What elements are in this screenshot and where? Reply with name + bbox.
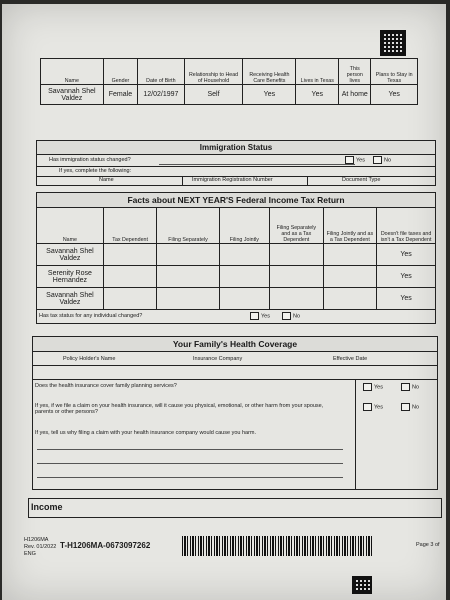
tax-header-name: Name bbox=[37, 208, 104, 244]
immigration-yes-label: Yes bbox=[356, 157, 365, 164]
divider bbox=[33, 379, 437, 380]
tax-row-value: Yes bbox=[377, 266, 436, 288]
health-q2-yes-label: Yes bbox=[374, 404, 383, 411]
tax-row-value: Yes bbox=[377, 288, 436, 310]
answer-line[interactable] bbox=[37, 463, 343, 464]
header-name: Name bbox=[41, 59, 104, 85]
qr-code-icon bbox=[382, 32, 404, 54]
divider bbox=[307, 176, 308, 185]
health-col-date: Effective Date bbox=[333, 356, 368, 362]
header-person-lives: This person lives bbox=[339, 59, 371, 85]
immigration-no-label: No bbox=[384, 157, 392, 164]
tax-header-dependent: Tax Dependent bbox=[103, 208, 157, 244]
tax-table bbox=[36, 207, 436, 310]
form-page bbox=[2, 4, 446, 600]
answer-line[interactable] bbox=[37, 449, 343, 450]
answer-line[interactable] bbox=[37, 477, 343, 478]
tax-no-label: No bbox=[293, 313, 301, 320]
tax-yes-option[interactable] bbox=[250, 312, 270, 320]
tax-yes-label: Yes bbox=[261, 313, 270, 320]
health-q2-no[interactable] bbox=[401, 403, 419, 411]
immigration-no-option[interactable] bbox=[373, 156, 391, 164]
footer-page: Page 3 of bbox=[416, 542, 440, 548]
health-q1-no-label: No bbox=[412, 384, 420, 391]
tax-header-separately-dependent: Filing Separately and as a Tax Dependent bbox=[270, 208, 324, 244]
tax-header-jointly: Filing Jointly bbox=[219, 208, 269, 244]
health-q2: If yes, if we file a claim on your health insurance, will it cause you physical, emotional, or other harm from your spouse, parents or other persons? bbox=[35, 403, 324, 415]
health-q3: If yes, tell us why filing a claim with your health insurance company would cause you harm. bbox=[35, 430, 257, 436]
header-stay-tx: Plans to Stay in Texas bbox=[371, 59, 418, 85]
immigration-section bbox=[36, 140, 436, 186]
income-title: Income bbox=[31, 502, 63, 512]
immigration-follow: If yes, complete the following: bbox=[59, 168, 132, 174]
household-name: Savannah Shel Valdez bbox=[41, 85, 104, 105]
tax-row-value: Yes bbox=[377, 244, 436, 266]
tax-no-option[interactable] bbox=[282, 312, 300, 320]
immigration-yes-option[interactable] bbox=[345, 156, 365, 164]
health-q1-no[interactable] bbox=[401, 383, 419, 391]
divider bbox=[37, 166, 435, 167]
immigration-col-name: Name bbox=[99, 177, 114, 183]
health-q1: Does the health insurance cover family planning services? bbox=[35, 383, 177, 389]
health-q1-yes[interactable] bbox=[363, 383, 383, 391]
header-relationship: Relationship to Head of Household bbox=[184, 59, 243, 85]
health-q2-no-label: No bbox=[412, 404, 420, 411]
household-gender: Female bbox=[103, 85, 137, 105]
footer-form-number: H1206MA bbox=[24, 537, 49, 543]
divider bbox=[182, 176, 183, 185]
health-col-holder: Policy Holder's Name bbox=[63, 356, 116, 362]
checkbox-icon[interactable] bbox=[401, 383, 410, 391]
qr-code-icon bbox=[354, 578, 370, 592]
tax-header-separately: Filing Separately bbox=[157, 208, 219, 244]
household-dob: 12/02/1997 bbox=[138, 85, 184, 105]
divider bbox=[355, 379, 356, 489]
checkbox-icon[interactable] bbox=[282, 312, 291, 320]
checkbox-icon[interactable] bbox=[401, 403, 410, 411]
header-dob: Date of Birth bbox=[138, 59, 184, 85]
footer-code: T-H1206MA-0673097262 bbox=[60, 541, 151, 550]
divider bbox=[33, 365, 437, 366]
checkbox-icon[interactable] bbox=[345, 156, 354, 164]
checkbox-icon[interactable] bbox=[363, 383, 372, 391]
tax-row-name: Savannah Shel Valdez bbox=[37, 244, 104, 266]
footer-revision: Rev. 01/2022 bbox=[24, 544, 57, 550]
barcode-icon bbox=[182, 536, 372, 556]
household-table bbox=[40, 58, 418, 105]
tax-row-name: Savannah Shel Valdez bbox=[37, 288, 104, 310]
tax-header-jointly-dependent: Filing Jointly and as a Tax Dependent bbox=[323, 208, 377, 244]
income-section bbox=[28, 498, 442, 518]
tax-header-no-file: Doesn't file taxes and isn't a Tax Dependent bbox=[377, 208, 436, 244]
header-gender: Gender bbox=[103, 59, 137, 85]
footer-language: ENG bbox=[24, 551, 36, 557]
immigration-col-reg: Immigration Registration Number bbox=[192, 177, 273, 183]
health-section bbox=[32, 336, 438, 490]
household-stay-tx: Yes bbox=[371, 85, 418, 105]
checkbox-icon[interactable] bbox=[373, 156, 382, 164]
health-col-company: Insurance Company bbox=[193, 356, 243, 362]
immigration-question: Has immigration status changed? bbox=[49, 157, 131, 163]
health-q2-yes[interactable] bbox=[363, 403, 383, 411]
health-title: Your Family's Health Coverage bbox=[33, 337, 437, 352]
checkbox-icon[interactable] bbox=[250, 312, 259, 320]
household-benefits: Yes bbox=[243, 85, 296, 105]
immigration-answer-line bbox=[159, 164, 355, 165]
header-benefits: Receiving Health Care Benefits bbox=[243, 59, 296, 85]
household-lives-tx: Yes bbox=[296, 85, 339, 105]
header-lives-tx: Lives in Texas bbox=[296, 59, 339, 85]
tax-title: Facts about NEXT YEAR'S Federal Income Tax Return bbox=[37, 193, 435, 208]
health-q1-yes-label: Yes bbox=[374, 384, 383, 391]
immigration-title: Immigration Status bbox=[37, 141, 435, 155]
household-person-lives: At home bbox=[339, 85, 371, 105]
tax-question: Has tax status for any individual changed? bbox=[39, 313, 143, 319]
tax-row-name: Serenity Rose Hernandez bbox=[37, 266, 104, 288]
immigration-col-doc: Document Type bbox=[342, 177, 381, 183]
household-relationship: Self bbox=[184, 85, 243, 105]
checkbox-icon[interactable] bbox=[363, 403, 372, 411]
